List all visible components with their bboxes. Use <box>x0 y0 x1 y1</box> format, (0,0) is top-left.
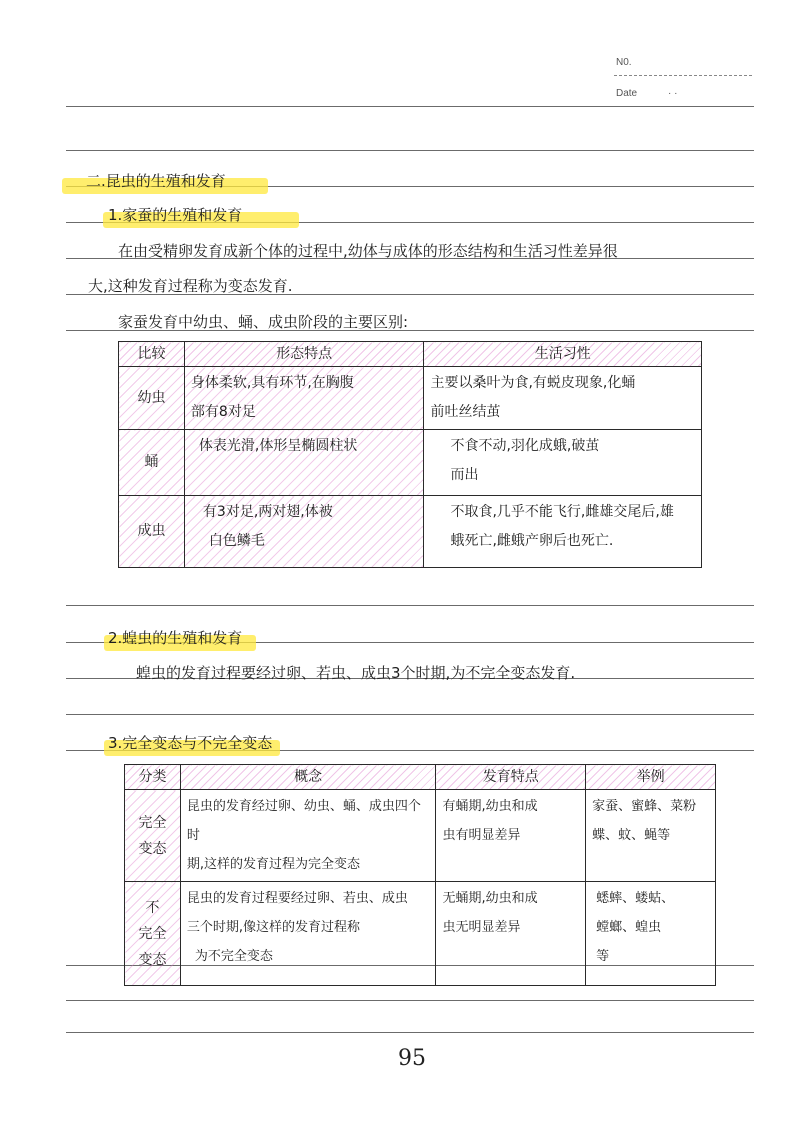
habit-line: 不食不动,羽化成蛾,破茧 <box>450 438 600 454</box>
sub2-text: 蝗虫的发育过程要经过卵、若虫、成虫3个时期,为不完全变态发育. <box>136 664 576 682</box>
morph-line: 身体柔软,具有环节,在胸腹 <box>190 375 354 391</box>
example-line: 螳螂、蝗虫 <box>596 920 662 935</box>
habit-line: 蛾死亡,雌蛾产卵后也死亡. <box>450 533 614 549</box>
habit-cell <box>424 367 702 430</box>
date-label: Date <box>616 88 638 99</box>
col-header: 形态特点 <box>184 342 424 367</box>
category-cell <box>125 882 181 986</box>
table-row <box>119 496 702 568</box>
sub1-table-intro: 家蚕发育中幼虫、蛹、成虫阶段的主要区别: <box>118 313 409 331</box>
morph-line: 有3对足,两对翅,体被 <box>202 504 333 520</box>
category-line: 完全 <box>138 814 167 831</box>
habit-line: 前吐丝结茧 <box>430 404 501 420</box>
ruled-line <box>66 605 754 606</box>
feature-line: 无蛹期,幼虫和成 <box>442 891 538 906</box>
category-line: 不 <box>145 899 160 916</box>
stage-label: 成虫 <box>137 523 166 539</box>
concept-cell <box>180 882 436 986</box>
category-cell <box>125 790 181 882</box>
habit-line: 主要以桑叶为食,有蜕皮现象,化蛹 <box>430 375 636 391</box>
example-line: 家蚕、蜜蜂、菜粉 <box>592 799 697 814</box>
col-header: 生活习性 <box>424 342 702 367</box>
no-line <box>614 75 752 76</box>
example-cell <box>586 882 716 986</box>
table-row <box>119 430 702 496</box>
sub3-title: 3.完全变态与不完全变态 <box>108 734 273 752</box>
morph-line: 部有8对足 <box>190 404 256 420</box>
morph-cell <box>184 496 424 568</box>
table-row <box>125 882 716 986</box>
concept-line: 为不完全变态 <box>194 949 273 964</box>
example-cell <box>586 790 716 882</box>
table-row <box>125 790 716 882</box>
concept-line: 三个时期,像这样的发育过程称 <box>186 920 361 935</box>
section-title: 二.昆虫的生殖和发育 <box>86 172 226 190</box>
ruled-line <box>66 714 754 715</box>
sub1-title: 1.家蚕的生殖和发育 <box>108 206 243 224</box>
feature-cell <box>436 790 586 882</box>
concept-line: 期,这样的发育过程为完全变态 <box>186 857 361 872</box>
stage-cell <box>119 430 185 496</box>
table-header-row <box>125 765 716 790</box>
habit-line: 不取食,几乎不能飞行,雌雄交尾后,雄 <box>450 504 674 520</box>
feature-cell <box>436 882 586 986</box>
silkworm-stage-table <box>118 341 702 568</box>
page-number: 95 <box>398 1046 426 1071</box>
habit-line: 而出 <box>450 467 479 483</box>
col-header: 举例 <box>586 765 716 790</box>
no-label: N0. <box>616 57 632 68</box>
ruled-line <box>66 106 754 107</box>
sub1-para-line2: 大,这种发育过程称为变态发育. <box>88 277 293 295</box>
ruled-line <box>66 150 754 151</box>
morph-line: 体表光滑,体形呈椭圆柱状 <box>198 438 358 454</box>
category-line: 变态 <box>138 951 167 968</box>
morph-line: 白色鳞毛 <box>208 533 265 549</box>
example-line: 蟋蟀、蝼蛄、 <box>596 891 675 906</box>
concept-cell <box>180 790 436 882</box>
feature-line: 虫有明显差异 <box>442 828 521 843</box>
ruled-line <box>66 1000 754 1001</box>
sub1-para-line1: 在由受精卵发育成新个体的过程中,幼体与成体的形态结构和生活习性差异很 <box>118 242 618 260</box>
table-header-row <box>119 342 702 367</box>
habit-cell <box>424 430 702 496</box>
feature-line: 虫无明显差异 <box>442 920 521 935</box>
category-line: 完全 <box>138 925 167 942</box>
category-line: 变态 <box>138 840 167 857</box>
stage-label: 幼虫 <box>137 389 166 406</box>
date-dots: · · <box>668 88 678 99</box>
feature-line: 有蛹期,幼虫和成 <box>442 799 538 814</box>
stage-label: 蛹 <box>144 454 159 470</box>
morph-cell <box>184 430 424 496</box>
morph-cell <box>184 367 424 430</box>
col-header: 发育特点 <box>436 765 586 790</box>
concept-line: 昆虫的发育经过卵、幼虫、蛹、成虫四个时 <box>186 799 421 843</box>
habit-cell <box>424 496 702 568</box>
stage-cell <box>119 367 185 430</box>
col-header: 分类 <box>125 765 181 790</box>
ruled-line <box>66 1032 754 1033</box>
example-line: 蝶、蚊、蝇等 <box>592 828 671 843</box>
stage-cell <box>119 496 185 568</box>
sub2-title: 2.蝗虫的生殖和发育 <box>108 629 243 647</box>
col-header: 概念 <box>180 765 436 790</box>
concept-line: 昆虫的发育过程要经过卵、若虫、成虫 <box>186 891 408 906</box>
col-header: 比较 <box>119 342 185 367</box>
example-line: 等 <box>596 949 610 964</box>
table-row <box>119 367 702 430</box>
metamorphosis-table <box>124 764 716 986</box>
